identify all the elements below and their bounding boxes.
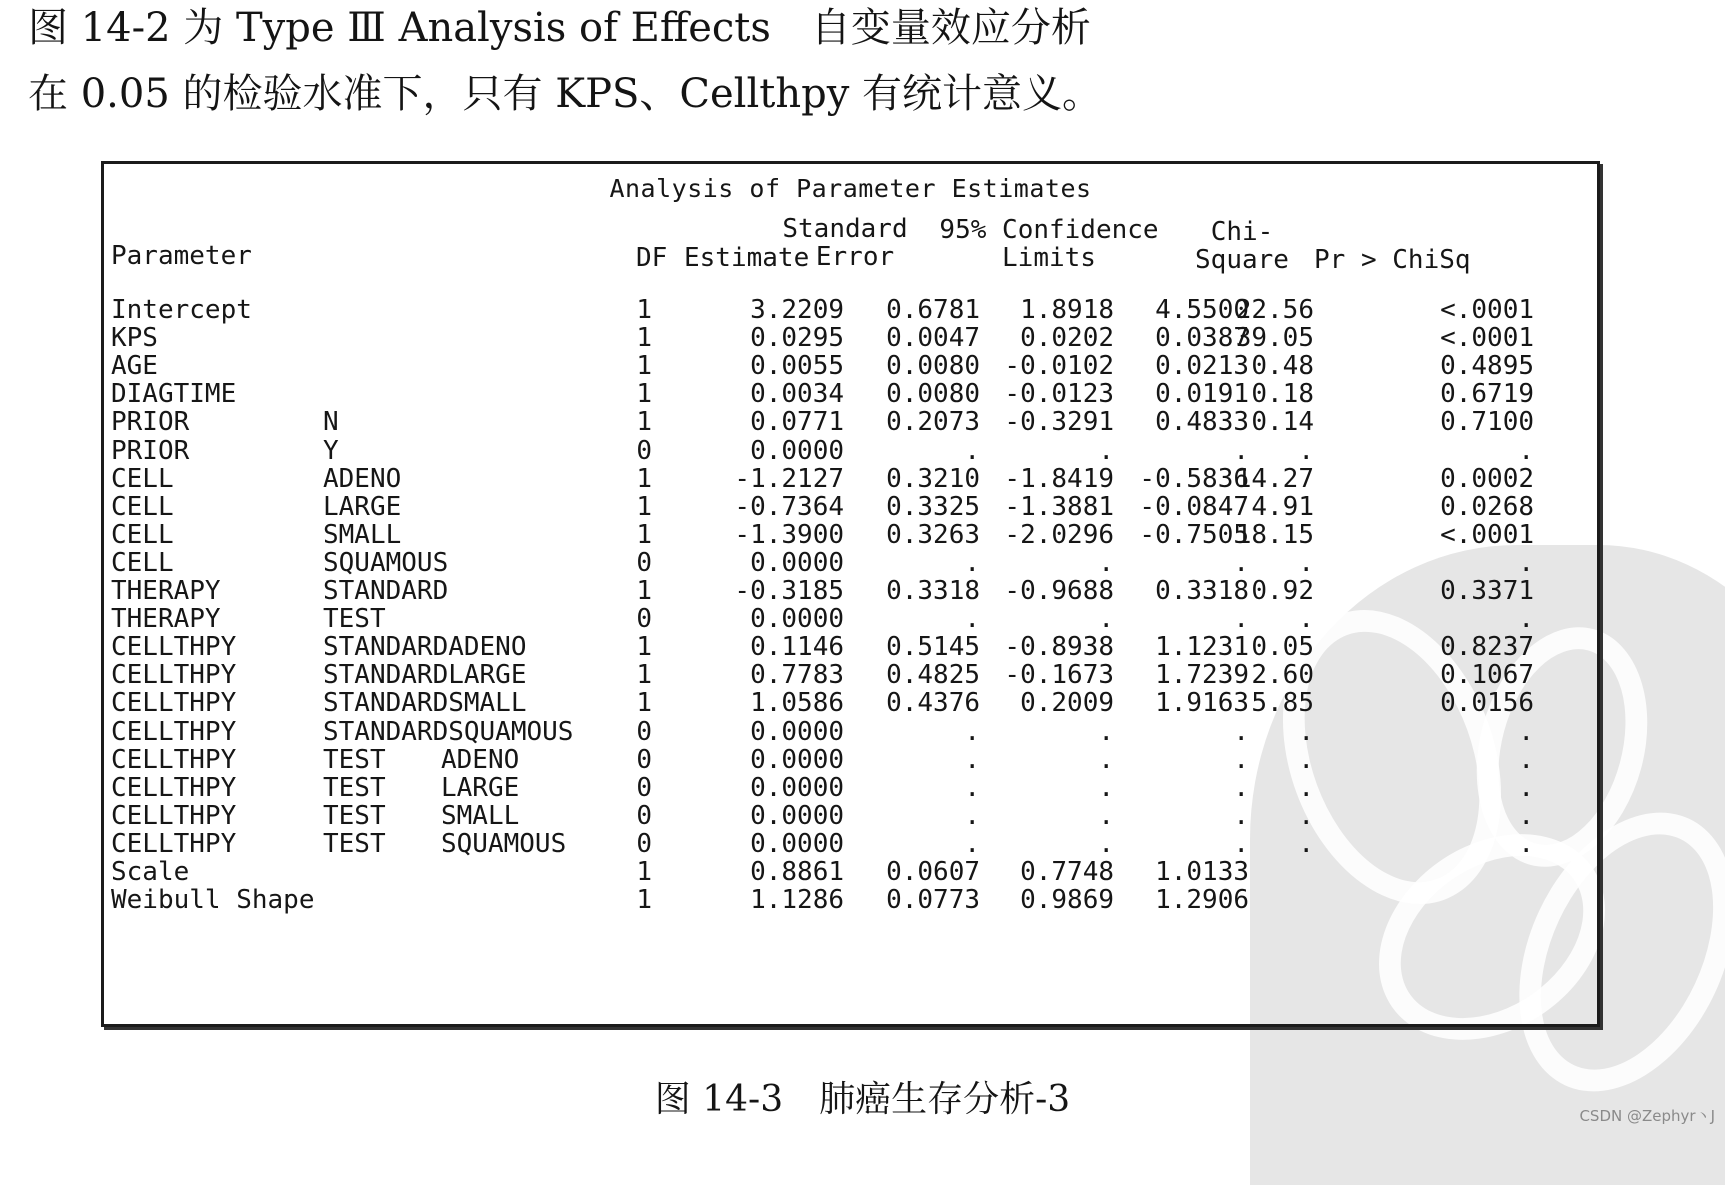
cell-ucl: .	[1233, 547, 1249, 578]
cell-chi: 18.15	[1235, 519, 1314, 550]
table-row	[104, 520, 1597, 550]
cell-p1: CELLTHPY	[111, 772, 237, 803]
cell-p2: SMALL	[323, 519, 402, 550]
cell-est: 0.0000	[750, 604, 844, 635]
cell-p2: STANDARDADENO	[323, 632, 527, 663]
cell-p1: CELL	[111, 519, 174, 550]
cell-lcl: .	[1098, 547, 1114, 578]
cell-ucl: .	[1233, 828, 1249, 859]
cell-ucl: .	[1233, 772, 1249, 803]
cell-pr: 0.3371	[1440, 576, 1534, 606]
table-row	[104, 885, 1597, 915]
cell-p2: TEST	[323, 828, 386, 859]
cell-est: -0.3185	[734, 576, 844, 606]
cell-se: .	[964, 547, 980, 578]
header-standard-error-line1: Standard	[782, 214, 908, 244]
cell-lcl: .	[1098, 716, 1114, 747]
table-row	[104, 351, 1597, 381]
cell-se: 0.0080	[886, 379, 980, 410]
cell-p1: Intercept	[111, 295, 252, 325]
figure-caption: 图 14-3 肺癌生存分析-3	[654, 1079, 1071, 1120]
cell-df: 0	[636, 772, 652, 803]
cell-p1: Weibull Shape	[111, 885, 315, 916]
cell-lcl: -0.8938	[1004, 632, 1114, 663]
cell-df: 1	[636, 519, 652, 550]
cell-lcl: .	[1098, 604, 1114, 635]
csdn-watermark: CSDN @Zephyr丶J	[1579, 1107, 1715, 1125]
cell-p2: TEST	[323, 772, 386, 803]
cell-lcl: -1.8419	[1004, 463, 1114, 494]
cell-se: 0.0773	[886, 885, 980, 916]
table-row	[104, 632, 1597, 662]
cell-est: 0.0034	[750, 379, 844, 410]
cell-pr: 0.7100	[1440, 407, 1534, 438]
cell-lcl: .	[1098, 772, 1114, 803]
cell-ucl: -0.5836	[1139, 463, 1249, 494]
cell-chi: 2.60	[1251, 660, 1314, 691]
cell-chi: .	[1298, 716, 1314, 747]
cell-ucl: 0.0387	[1155, 323, 1249, 354]
cell-est: -0.7364	[734, 491, 844, 522]
cell-chi: .	[1298, 772, 1314, 803]
parameter-estimates-table	[101, 161, 1600, 1027]
cell-p2: TEST	[323, 800, 386, 831]
cell-df: 0	[636, 604, 652, 635]
cell-ucl: 1.7239	[1155, 660, 1249, 691]
header-estimate: Estimate	[684, 243, 810, 273]
cell-pr: .	[1518, 800, 1534, 831]
cell-df: 0	[636, 716, 652, 747]
cell-chi: 4.91	[1251, 491, 1314, 522]
cell-se: .	[964, 435, 980, 466]
cell-ucl: 0.0213	[1155, 351, 1249, 382]
header-confidence-line1: 95% Confidence	[939, 215, 1159, 245]
cell-p1: CELL	[111, 547, 174, 578]
cell-df: 1	[636, 463, 652, 494]
cell-se: .	[964, 772, 980, 803]
cell-df: 0	[636, 828, 652, 859]
cell-lcl: -0.9688	[1004, 576, 1114, 606]
table-title: Analysis of Parameter Estimates	[609, 174, 1092, 203]
cell-p1: CELLTHPY	[111, 632, 237, 663]
cell-se: 0.5145	[886, 632, 980, 663]
cell-pr: <.0001	[1440, 295, 1534, 325]
cell-pr: 0.0156	[1440, 688, 1534, 719]
cell-chi: 0.18	[1251, 379, 1314, 410]
cell-lcl: .	[1098, 828, 1114, 859]
cell-p1: PRIOR	[111, 407, 190, 438]
cell-p1: PRIOR	[111, 435, 190, 466]
cell-p1: CELLTHPY	[111, 744, 237, 775]
cell-se: 0.0080	[886, 351, 980, 382]
cell-pr: 0.0268	[1440, 491, 1534, 522]
cell-p1: CELLTHPY	[111, 800, 237, 831]
cell-est: 0.0295	[750, 323, 844, 354]
cell-p3: ADENO	[441, 744, 520, 775]
cell-pr: .	[1518, 828, 1534, 859]
cell-lcl: .	[1098, 435, 1114, 466]
cell-est: 0.1146	[750, 632, 844, 663]
cell-p1: THERAPY	[111, 576, 221, 606]
cell-est: 0.0000	[750, 772, 844, 803]
cell-p2: STANDARDLARGE	[323, 660, 527, 691]
table-row	[104, 773, 1597, 803]
cell-pr: .	[1518, 772, 1534, 803]
cell-chi: 0.14	[1251, 407, 1314, 438]
cell-ucl: .	[1233, 604, 1249, 635]
cell-df: 1	[636, 379, 652, 410]
cell-p1: CELL	[111, 463, 174, 494]
cell-se: 0.4376	[886, 688, 980, 719]
table-row	[104, 548, 1597, 578]
cell-pr: <.0001	[1440, 519, 1534, 550]
cell-df: 1	[636, 351, 652, 382]
cell-chi: .	[1298, 435, 1314, 466]
cell-chi: .	[1298, 744, 1314, 775]
cell-p1: CELL	[111, 491, 174, 522]
table-row	[104, 688, 1597, 718]
table-row	[104, 717, 1597, 747]
cell-p2: STANDARD	[323, 576, 449, 606]
cell-pr: .	[1518, 435, 1534, 466]
cell-lcl: -2.0296	[1004, 519, 1114, 550]
cell-lcl: 0.9869	[1020, 885, 1114, 916]
cell-ucl: 4.5500	[1155, 295, 1249, 325]
cell-est: 0.0000	[750, 435, 844, 466]
cell-df: 1	[636, 688, 652, 719]
cell-est: 3.2209	[750, 295, 844, 325]
cell-p3: SQUAMOUS	[441, 828, 567, 859]
cell-pr: 0.4895	[1440, 351, 1534, 382]
cell-est: 0.0000	[750, 828, 844, 859]
cell-p1: CELLTHPY	[111, 828, 237, 859]
cell-pr: 0.1067	[1440, 660, 1534, 691]
cell-se: .	[964, 604, 980, 635]
cell-df: 1	[636, 660, 652, 691]
cell-ucl: 1.1231	[1155, 632, 1249, 663]
table-row	[104, 464, 1597, 494]
cell-lcl: -0.0102	[1004, 351, 1114, 382]
cell-est: 1.0586	[750, 688, 844, 719]
cell-est: 0.7783	[750, 660, 844, 691]
cell-lcl: 0.0202	[1020, 323, 1114, 354]
cell-est: 0.0000	[750, 716, 844, 747]
cell-p2: STANDARDSMALL	[323, 688, 527, 719]
table-row	[104, 323, 1597, 353]
cell-p1: Scale	[111, 857, 190, 887]
cell-chi: 39.05	[1235, 323, 1314, 354]
cell-lcl: -0.0123	[1004, 379, 1114, 410]
table-row	[104, 295, 1597, 325]
cell-pr: 0.8237	[1440, 632, 1534, 663]
cell-ucl: .	[1233, 716, 1249, 747]
cell-se: .	[964, 716, 980, 747]
cell-chi: .	[1298, 604, 1314, 635]
cell-df: 0	[636, 800, 652, 831]
cell-p2: SQUAMOUS	[323, 547, 449, 578]
cell-est: 0.0000	[750, 547, 844, 578]
header-chi-square-line1: Chi-	[1210, 217, 1274, 247]
cell-p1: CELLTHPY	[111, 660, 237, 691]
cell-ucl: .	[1233, 435, 1249, 466]
cell-df: 1	[636, 632, 652, 663]
table-row	[104, 436, 1597, 466]
header-confidence-line2: Limits	[1002, 243, 1096, 273]
table-row	[104, 604, 1597, 634]
cell-lcl: -0.3291	[1004, 407, 1114, 438]
header-parameter: Parameter	[111, 241, 252, 271]
cell-df: 1	[636, 295, 652, 325]
cell-p2: ADENO	[323, 463, 402, 494]
header-pr-chisq: Pr > ChiSq	[1314, 245, 1471, 275]
cell-p1: CELLTHPY	[111, 688, 237, 719]
cell-df: 1	[636, 857, 652, 887]
header-standard-error-line2: Error	[815, 242, 895, 272]
cell-p1: KPS	[111, 323, 158, 354]
cell-p2: TEST	[323, 604, 386, 635]
cell-chi: 22.56	[1235, 295, 1314, 325]
cell-chi: 0.92	[1251, 576, 1314, 606]
cell-se: 0.3318	[886, 576, 980, 606]
cell-df: 1	[636, 323, 652, 354]
cell-df: 0	[636, 744, 652, 775]
cell-ucl: .	[1233, 744, 1249, 775]
cell-se: 0.6781	[886, 295, 980, 325]
table-row	[104, 829, 1597, 859]
cell-pr: .	[1518, 604, 1534, 635]
cell-p2: TEST	[323, 744, 386, 775]
cell-lcl: 0.2009	[1020, 688, 1114, 719]
cell-pr: .	[1518, 547, 1534, 578]
cell-df: 1	[636, 491, 652, 522]
cell-est: -1.2127	[734, 463, 844, 494]
cell-lcl: -1.3881	[1004, 491, 1114, 522]
cell-ucl: 0.4833	[1155, 407, 1249, 438]
cell-se: 0.4825	[886, 660, 980, 691]
cell-ucl: 1.9163	[1155, 688, 1249, 719]
cell-chi: .	[1298, 547, 1314, 578]
cell-ucl: 1.2906	[1155, 885, 1249, 916]
cell-df: 0	[636, 435, 652, 466]
cell-p3: SMALL	[441, 800, 520, 831]
cell-lcl: .	[1098, 744, 1114, 775]
intro-line-2: 在 0.05 的检验水准下，只有 KPS、Cellthpy 有统计意义。	[28, 71, 1103, 117]
table-row	[104, 576, 1597, 606]
cell-lcl: 1.8918	[1020, 295, 1114, 325]
cell-se: .	[964, 744, 980, 775]
cell-p2: LARGE	[323, 491, 402, 522]
cell-chi: 0.48	[1251, 351, 1314, 382]
cell-pr: 0.6719	[1440, 379, 1534, 410]
cell-df: 1	[636, 576, 652, 606]
table-row	[104, 660, 1597, 690]
cell-se: .	[964, 800, 980, 831]
cell-p3: LARGE	[441, 772, 520, 803]
cell-p1: THERAPY	[111, 604, 221, 635]
cell-ucl: 0.3318	[1155, 576, 1249, 606]
table-row	[104, 407, 1597, 437]
cell-se: 0.2073	[886, 407, 980, 438]
cell-chi: 14.27	[1235, 463, 1314, 494]
cell-df: 1	[636, 885, 652, 916]
cell-est: 0.8861	[750, 857, 844, 887]
table-row	[104, 745, 1597, 775]
table-row	[104, 379, 1597, 409]
cell-se: 0.3325	[886, 491, 980, 522]
cell-est: -1.3900	[734, 519, 844, 550]
cell-se: .	[964, 828, 980, 859]
cell-pr: .	[1518, 744, 1534, 775]
cell-se: 0.3210	[886, 463, 980, 494]
cell-df: 0	[636, 547, 652, 578]
cell-ucl: 0.0191	[1155, 379, 1249, 410]
cell-chi: 0.05	[1251, 632, 1314, 663]
cell-p1: DIAGTIME	[111, 379, 237, 410]
cell-p1: CELLTHPY	[111, 716, 237, 747]
cell-est: 0.0055	[750, 351, 844, 382]
cell-chi: 5.85	[1251, 688, 1314, 719]
cell-p2: N	[323, 407, 339, 438]
cell-chi: .	[1298, 828, 1314, 859]
intro-line-1: 图 14-2 为 Type Ⅲ Analysis of Effects 自变量效应分析	[28, 5, 1091, 51]
cell-ucl: -0.7505	[1139, 519, 1249, 550]
cell-se: 0.0607	[886, 857, 980, 887]
cell-chi: .	[1298, 800, 1314, 831]
table-row	[104, 857, 1597, 887]
cell-est: 1.1286	[750, 885, 844, 916]
cell-ucl: .	[1233, 800, 1249, 831]
cell-pr: 0.0002	[1440, 463, 1534, 494]
cell-est: 0.0000	[750, 744, 844, 775]
header-chi-square-line2: Square	[1195, 245, 1289, 275]
table-row	[104, 801, 1597, 831]
cell-p1: AGE	[111, 351, 158, 382]
cell-p2: STANDARDSQUAMOUS	[323, 716, 574, 747]
cell-se: 0.0047	[886, 323, 980, 354]
cell-lcl: 0.7748	[1020, 857, 1114, 887]
cell-ucl: -0.0847	[1139, 491, 1249, 522]
cell-est: 0.0000	[750, 800, 844, 831]
cell-lcl: -0.1673	[1004, 660, 1114, 691]
cell-se: 0.3263	[886, 519, 980, 550]
cell-pr: <.0001	[1440, 323, 1534, 354]
cell-df: 1	[636, 407, 652, 438]
header-df: DF	[636, 243, 668, 273]
cell-p2: Y	[323, 435, 339, 466]
cell-pr: .	[1518, 716, 1534, 747]
table-row	[104, 492, 1597, 522]
cell-est: 0.0771	[750, 407, 844, 438]
cell-ucl: 1.0133	[1155, 857, 1249, 887]
cell-lcl: .	[1098, 800, 1114, 831]
